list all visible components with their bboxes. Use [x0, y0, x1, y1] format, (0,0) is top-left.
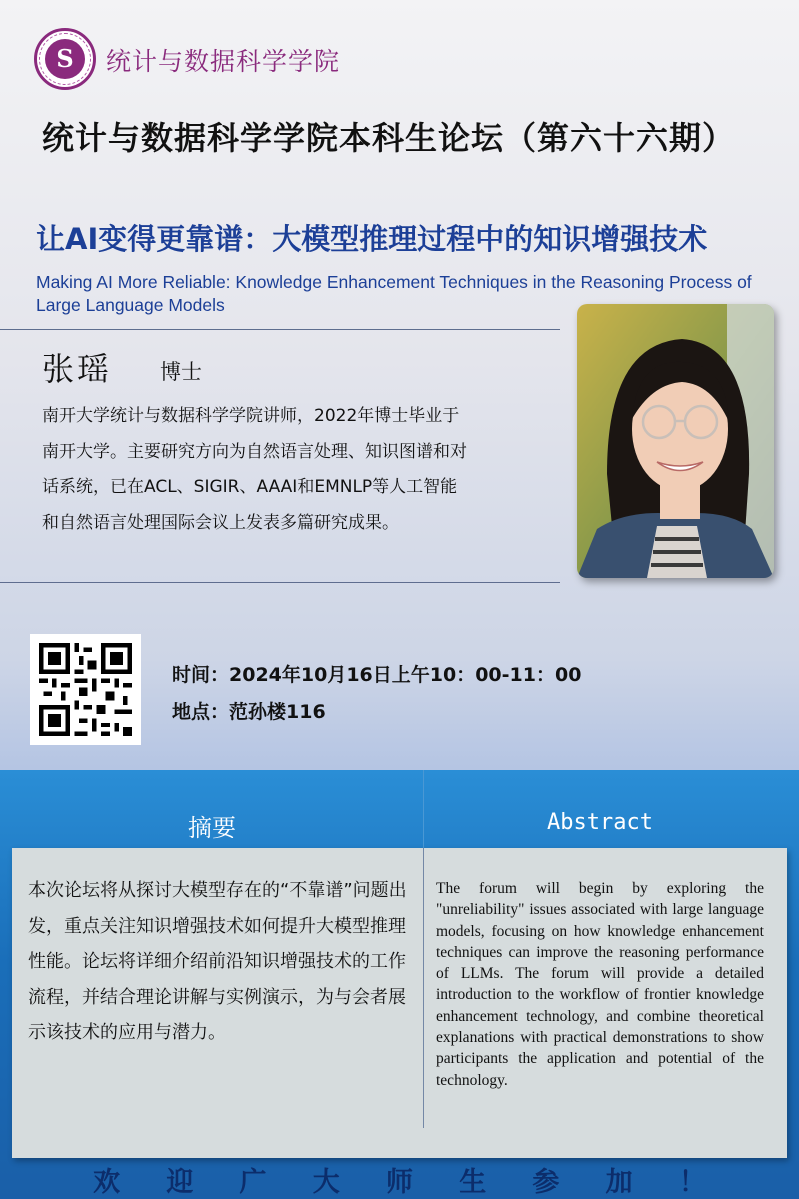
- abstract-divider: [423, 848, 424, 1128]
- talk-title-en: Making AI More Reliable: Knowledge Enhancement Techniques in the Reasoning Process of Large Language Models: [36, 272, 752, 315]
- event-time: 时间：2024年10月16日上午10：00-11：00: [172, 664, 582, 686]
- speaker-degree: 博士: [160, 360, 202, 384]
- divider-top: [0, 329, 560, 330]
- welcome-char: 生: [459, 1167, 487, 1198]
- college-seal-icon: [34, 28, 96, 90]
- speaker-name: 张瑶: [42, 350, 113, 388]
- welcome-char: 师: [385, 1167, 413, 1198]
- welcome-char: 欢: [93, 1167, 121, 1198]
- seal-glyph: S: [45, 39, 85, 79]
- welcome-char: ！: [678, 1167, 706, 1198]
- abstract-box: [12, 848, 787, 1158]
- event-location: 地点：范孙楼116: [172, 701, 326, 723]
- welcome-char: 广: [239, 1167, 267, 1198]
- abstract-text-cn: 本次论坛将从探讨大模型存在的“不靠谱”问题出发，重点关注知识增强技术如何提升大模型推理性能。论坛将详细介绍前沿知识增强技术的工作流程，并结合理论讲解与实例演示，为与会者展示该技术的应用与潜力。: [28, 880, 407, 1043]
- abstract-text-en: The forum will begin by exploring the "unreliability" issues associated with large language models, focusing on how knowledge enhancement techniques can improve the reasoning performance of LLMs. The forum will provide a detailed introduction to the workflow of frontier knowledge enhancement technology, and combine theoretical explanations with practical demonstrations to show participants the application and potential of the technology.: [436, 880, 764, 1089]
- speaker-photo: [577, 304, 774, 578]
- speaker-bio: 南开大学统计与数据科学学院讲师，2022年博士毕业于南开大学。主要研究方向为自然语言处理、知识图谱和对话系统，已在ACL、SIGIR、AAAI和EMNLP等人工智能和自然语言处理国际会议上发表多篇研究成果。: [42, 406, 467, 533]
- event-info: [172, 660, 581, 734]
- talk-title-cn: 让AI变得更靠谱：大模型推理过程中的知识增强技术: [36, 222, 708, 256]
- abstract-heading-cn: 摘要: [188, 814, 236, 842]
- abstract-heading-en: Abstract: [547, 810, 653, 835]
- welcome-banner: [0, 1160, 799, 1199]
- divider-bottom: [0, 582, 560, 583]
- forum-title: 统计与数据科学学院本科生论坛（第六十六期）: [42, 119, 736, 157]
- welcome-char: 参: [532, 1167, 560, 1198]
- college-name: 统计与数据科学学院: [106, 47, 341, 76]
- qr-code[interactable]: [30, 634, 141, 745]
- welcome-char: 迎: [166, 1167, 194, 1198]
- welcome-char: 加: [605, 1167, 633, 1198]
- welcome-char: 大: [312, 1167, 340, 1198]
